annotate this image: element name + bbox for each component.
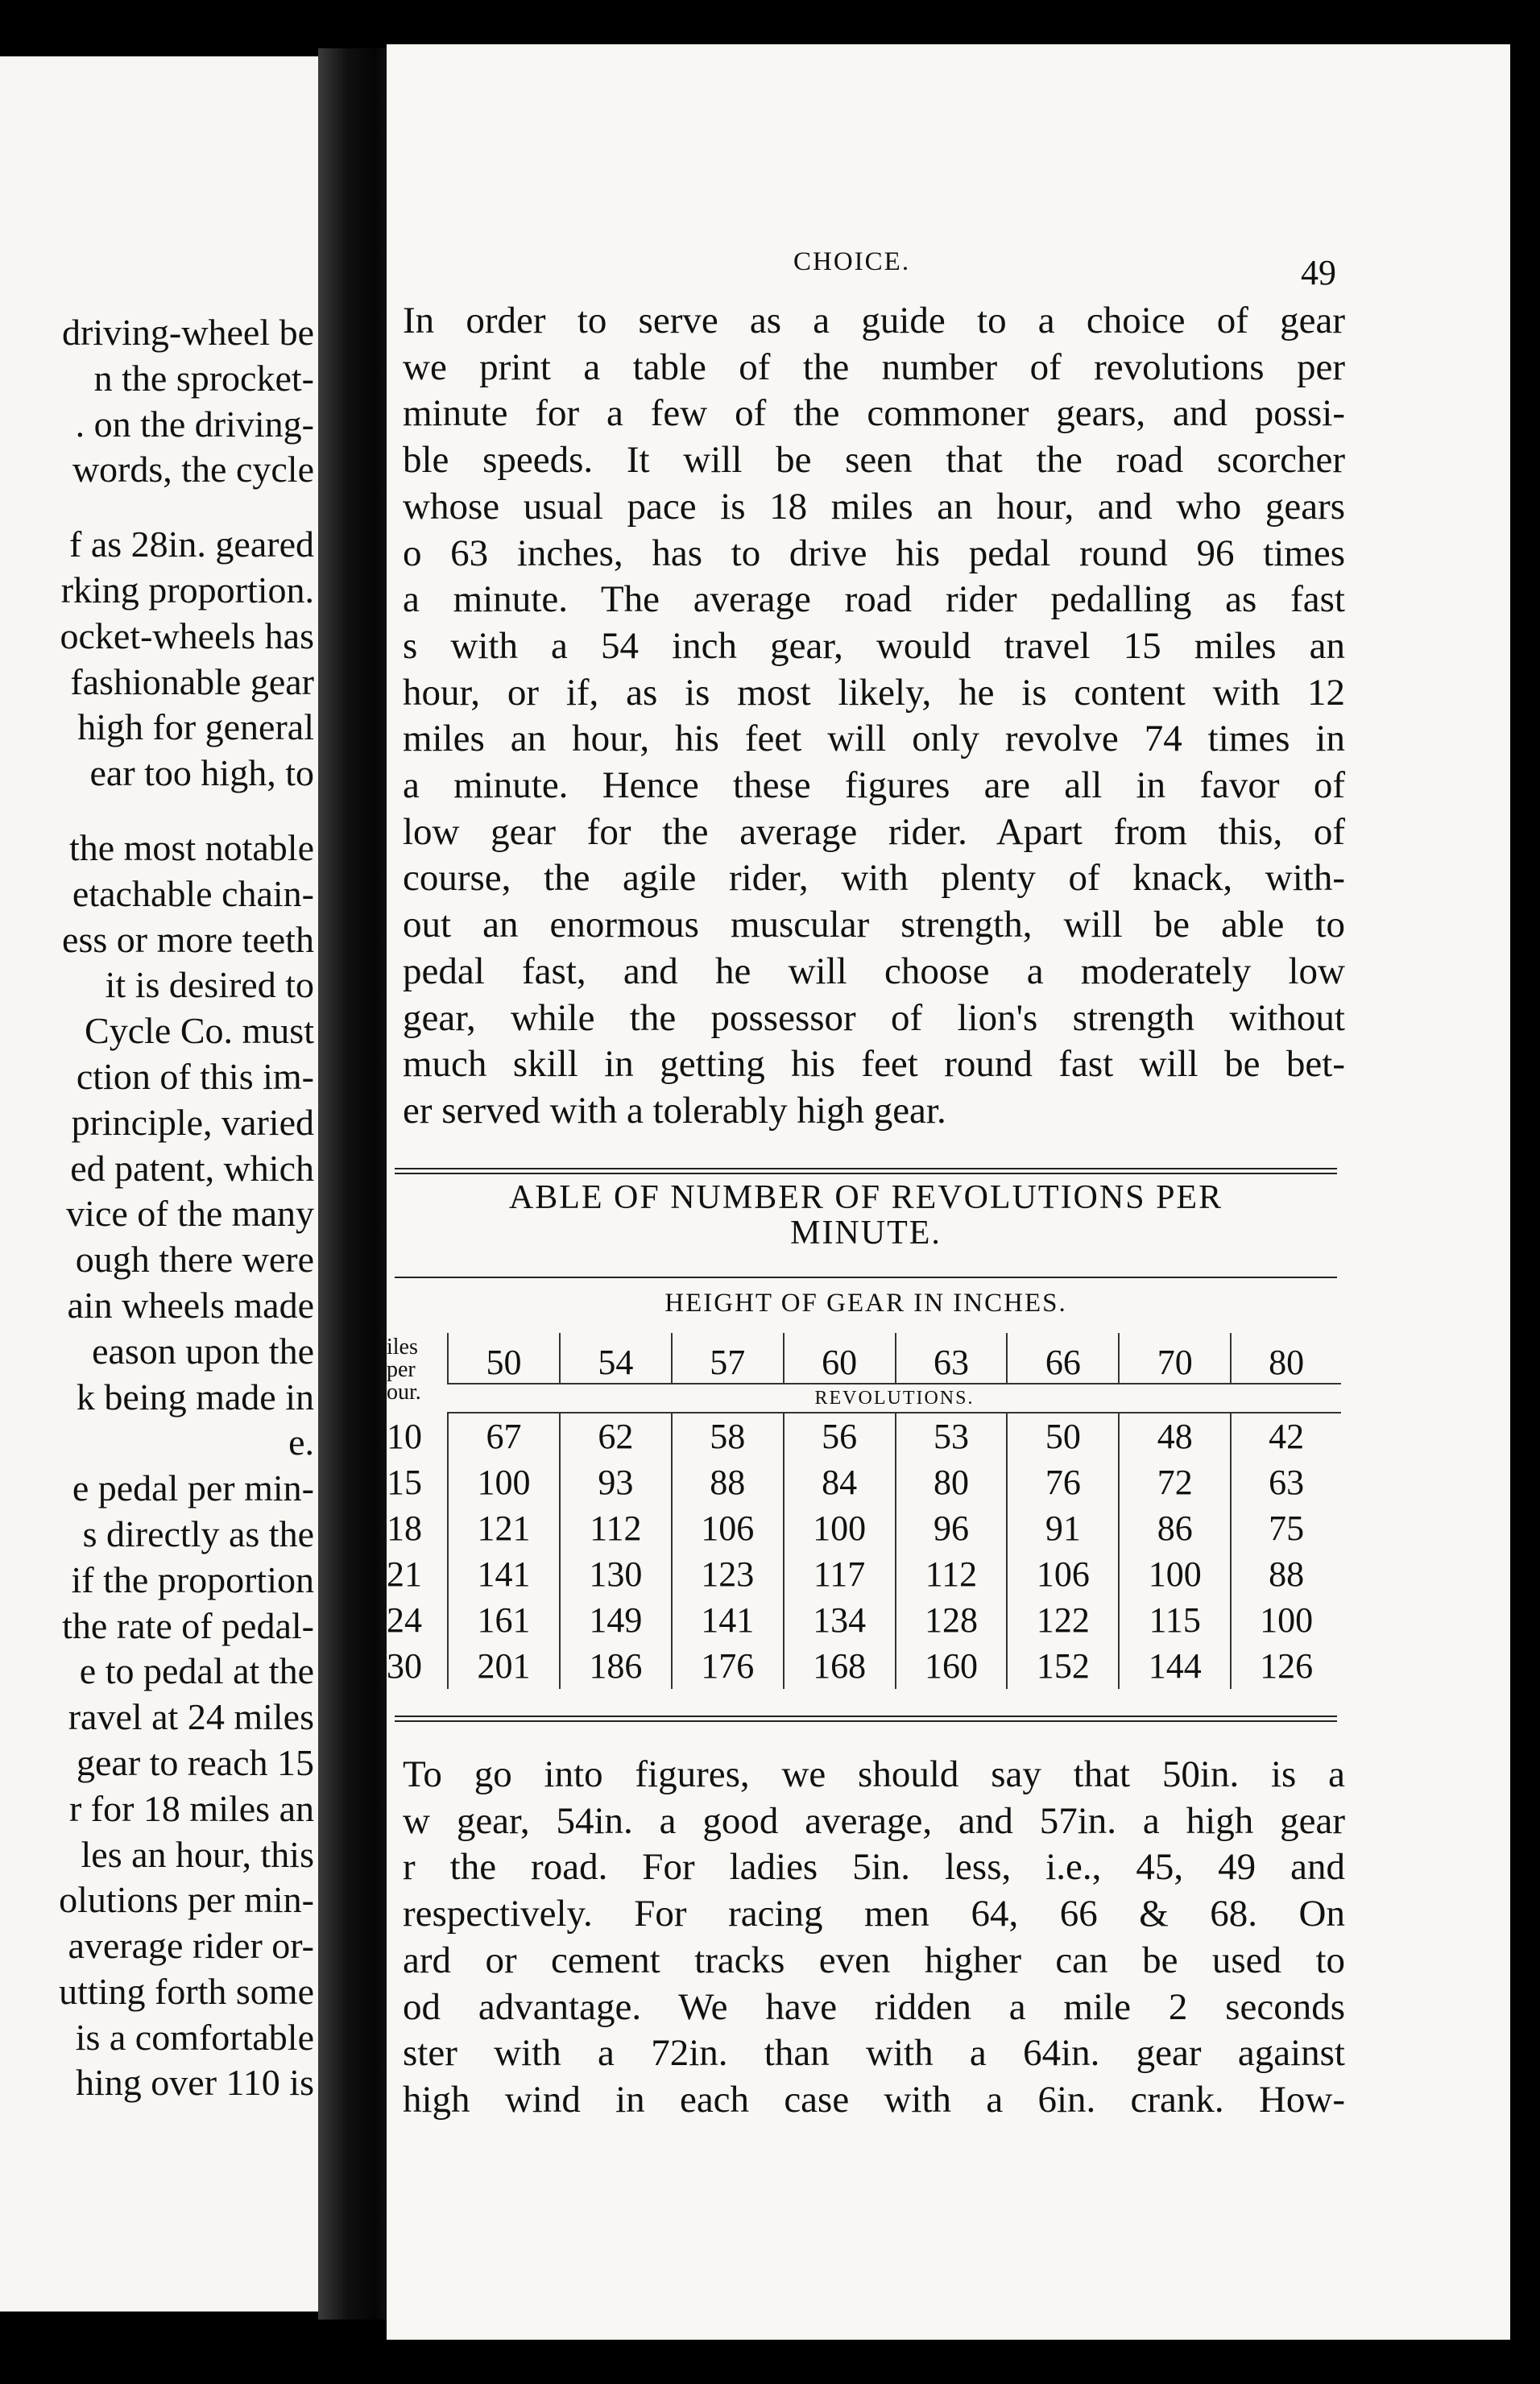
gear-header-cell: 57	[672, 1333, 784, 1384]
left-text-line: the rate of pedal-	[62, 1604, 314, 1646]
revolution-cell: 152	[1007, 1643, 1119, 1689]
left-text-line: eason upon the	[92, 1330, 314, 1372]
gear-header-row	[387, 1333, 1341, 1384]
text-line: minute for a few of the commoner gears, and possi-	[403, 392, 1345, 435]
table-top-rule-double	[395, 1173, 1337, 1174]
text-line: a minute. Hence these figures are all in favor of	[403, 764, 1345, 807]
text-line: out an enormous muscular strength, will be able to	[403, 904, 1345, 946]
revolution-cell: 122	[1007, 1597, 1119, 1643]
left-text-line: ed patent, which	[70, 1147, 314, 1189]
revolution-cell: 53	[896, 1413, 1008, 1459]
text-line: course, the agile rider, with plenty of knack, with-	[403, 857, 1345, 900]
text-line: ble speeds. It will be seen that the road scorcher	[403, 439, 1345, 482]
table-row	[387, 1551, 1341, 1597]
text-line: w gear, 54in. a good average, and 57in. a high gear	[403, 1799, 1345, 1842]
text-line: pedal fast, and he will choose a moderately low	[403, 950, 1345, 992]
revolution-cell: 144	[1119, 1643, 1231, 1689]
table-title-line2: MINUTE.	[790, 1215, 942, 1252]
paragraph-gap	[0, 797, 314, 826]
text-line: miles an hour, his feet will only revolve 74 times in	[403, 718, 1345, 760]
revolution-cell: 67	[448, 1413, 560, 1459]
table-title-rule	[395, 1277, 1337, 1278]
text-line: high wind in each case with a 6in. crank. How-	[403, 2078, 1345, 2121]
revolution-cell: 201	[448, 1643, 560, 1689]
left-text-line: driving-wheel be	[62, 312, 314, 353]
table-row	[387, 1413, 1341, 1459]
revolutions-subheading: REVOLUTIONS.	[448, 1384, 1341, 1413]
revolution-cell: 62	[560, 1413, 672, 1459]
left-text-line: if the proportion	[71, 1558, 314, 1600]
left-text-line: olutions per min-	[59, 1879, 314, 1921]
revolution-cell: 42	[1231, 1413, 1341, 1459]
text-line: low gear for the average rider. Apart from this, of	[403, 810, 1345, 853]
revolution-cell: 76	[1007, 1459, 1119, 1505]
left-text-line: the most notable	[68, 826, 314, 868]
table-title	[395, 1180, 1337, 1251]
revolutions-subheading-row	[387, 1384, 1341, 1413]
revolution-cell: 48	[1119, 1413, 1231, 1459]
text-line: od advantage. We have ridden a mile 2 seconds	[403, 1985, 1345, 2028]
left-text-line: ction of this im-	[76, 1055, 314, 1097]
mph-column-header: iles per our.	[387, 1335, 421, 1405]
table-title-line1: ABLE OF NUMBER OF REVOLUTIONS PER	[508, 1179, 1223, 1216]
mph-cell: 18	[387, 1509, 422, 1548]
left-text-line: ain wheels made	[67, 1284, 314, 1326]
table-row	[387, 1505, 1341, 1551]
table-body	[387, 1413, 1341, 1689]
mph-cell: 10	[387, 1416, 422, 1456]
gear-header-cell: 50	[448, 1333, 560, 1384]
text-line: hour, or if, as is most likely, he is content with 12	[403, 671, 1345, 714]
left-text-line: high for general	[77, 706, 314, 748]
revolution-cell: 123	[672, 1551, 784, 1597]
revolution-cell: 58	[672, 1413, 784, 1459]
table-row	[387, 1597, 1341, 1643]
mph-cell: 15	[387, 1463, 422, 1502]
revolution-cell: 117	[784, 1551, 896, 1597]
revolution-cell: 126	[1231, 1643, 1341, 1689]
page-number: 49	[1301, 253, 1336, 292]
text-line: ster with a 72in. than with a 64in. gear against	[403, 2032, 1345, 2075]
left-text-line: e pedal per min-	[72, 1467, 314, 1509]
revolution-cell: 176	[672, 1643, 784, 1689]
gear-heading: HEIGHT OF GEAR IN INCHES.	[664, 1289, 1067, 1318]
revolution-cell: 86	[1119, 1505, 1231, 1551]
revolution-cell: 100	[784, 1505, 896, 1551]
mph-cell: 30	[387, 1646, 422, 1686]
left-text-line: words, the cycle	[72, 449, 314, 490]
text-line: er served with a tolerably high gear.	[403, 1089, 946, 1132]
revolution-cell: 149	[560, 1597, 672, 1643]
left-text-line: hing over 110 is	[76, 2062, 314, 2104]
right-page	[387, 44, 1510, 2340]
revolution-cell: 93	[560, 1459, 672, 1505]
left-text-line: rking proportion.	[60, 569, 314, 610]
left-text-line: . on the driving-	[75, 403, 314, 445]
text-line: ard or cement tracks even higher can be used to	[403, 1939, 1345, 1981]
text-line: a minute. The average road rider pedalling as fast	[403, 578, 1345, 621]
revolution-cell: 96	[896, 1505, 1008, 1551]
revolution-cell: 106	[1007, 1551, 1119, 1597]
left-text-line: k being made in	[76, 1376, 314, 1418]
text-line: In order to serve as a guide to a choice of gear	[403, 300, 1345, 341]
revolution-cell: 112	[896, 1551, 1008, 1597]
text-line: r the road. For ladies 5in. less, i.e., 45, 49 and	[403, 1846, 1345, 1889]
revolution-cell: 72	[1119, 1459, 1231, 1505]
paragraph-figures	[403, 1752, 1345, 2124]
revolution-cell: 56	[784, 1413, 896, 1459]
revolution-cell: 186	[560, 1643, 672, 1689]
left-text-line: ravel at 24 miles	[68, 1696, 314, 1738]
revolution-cell: 141	[448, 1551, 560, 1597]
left-text-line: average rider or-	[68, 1925, 314, 1967]
left-text-line: les an hour, this	[81, 1833, 314, 1875]
gear-header-cell: 80	[1231, 1333, 1341, 1384]
revolution-cell: 80	[896, 1459, 1008, 1505]
left-text-line: n the sprocket-	[93, 357, 314, 399]
table-bottom-rule-double	[395, 1720, 1337, 1722]
table-top-rule	[395, 1168, 1337, 1169]
revolutions-table	[387, 1333, 1341, 1689]
gear-header-cell: 66	[1007, 1333, 1119, 1384]
revolution-cell: 100	[1119, 1551, 1231, 1597]
revolution-cell: 50	[1007, 1413, 1119, 1459]
revolution-cell: 130	[560, 1551, 672, 1597]
running-title: CHOICE.	[793, 247, 911, 276]
left-text-line: vice of the many	[66, 1193, 314, 1235]
revolution-cell: 121	[448, 1505, 560, 1551]
left-page-fragment	[0, 56, 334, 2312]
left-text-line: ess or more teeth	[62, 918, 314, 960]
left-page-text	[0, 310, 314, 2106]
text-line: To go into figures, we should say that 50in. is a	[403, 1753, 1345, 1795]
text-line: o 63 inches, has to drive his pedal round 96 times	[403, 532, 1345, 574]
left-text-line: fashionable gear	[70, 660, 314, 702]
left-text-line: e.	[288, 1422, 314, 1463]
revolution-cell: 168	[784, 1643, 896, 1689]
revolution-cell: 106	[672, 1505, 784, 1551]
gear-header-cell: 54	[560, 1333, 672, 1384]
table-row	[387, 1459, 1341, 1505]
gear-header-cell: 63	[896, 1333, 1008, 1384]
revolution-cell: 128	[896, 1597, 1008, 1643]
gear-header-cell: 60	[784, 1333, 896, 1384]
revolution-cell: 112	[560, 1505, 672, 1551]
left-text-line: f as 28in. geared	[69, 524, 314, 565]
left-text-line: utting forth some	[59, 1970, 314, 2012]
gear-header-cell: 70	[1119, 1333, 1231, 1384]
left-text-line: e to pedal at the	[79, 1650, 314, 1692]
text-line: s with a 54 inch gear, would travel 15 miles an	[403, 624, 1345, 667]
revolution-cell: 134	[784, 1597, 896, 1643]
revolution-cell: 91	[1007, 1505, 1119, 1551]
table-bottom-rule	[395, 1716, 1337, 1717]
revolution-cell: 160	[896, 1643, 1008, 1689]
left-text-line: Cycle Co. must	[85, 1010, 314, 1052]
left-text-line: ocket-wheels has	[60, 615, 314, 656]
paragraph-gear-choice	[403, 298, 1345, 1135]
left-text-line: it is desired to	[105, 964, 314, 1006]
revolution-cell: 115	[1119, 1597, 1231, 1643]
text-line: we print a table of the number of revolutions per	[403, 346, 1345, 388]
revolution-cell: 63	[1231, 1459, 1341, 1505]
left-text-line: s directly as the	[82, 1513, 314, 1554]
table-row	[387, 1643, 1341, 1689]
revolution-cell: 161	[448, 1597, 560, 1643]
mph-cell: 24	[387, 1600, 422, 1640]
left-text-line: etachable chain-	[72, 872, 314, 914]
revolution-cell: 84	[784, 1459, 896, 1505]
text-line: whose usual pace is 18 miles an hour, and who gears	[403, 485, 1345, 528]
text-line: respectively. For racing men 64, 66 & 68. On	[403, 1893, 1345, 1935]
mph-cell: 21	[387, 1554, 422, 1594]
text-line: much skill in getting his feet round fast will be bet-	[403, 1043, 1345, 1086]
revolution-cell: 100	[448, 1459, 560, 1505]
left-text-line: is a comfortable	[75, 2016, 314, 2058]
revolution-cell: 100	[1231, 1597, 1341, 1643]
text-line: gear, while the possessor of lion's strength without	[403, 996, 1345, 1039]
left-text-line: r for 18 miles an	[68, 1787, 314, 1829]
revolution-cell: 88	[672, 1459, 784, 1505]
paragraph-gap	[0, 493, 314, 522]
page-header	[387, 238, 1510, 302]
revolution-cell: 75	[1231, 1505, 1341, 1551]
left-text-line: gear to reach 15	[76, 1741, 314, 1783]
left-text-line: ough there were	[75, 1239, 314, 1281]
revolution-cell: 88	[1231, 1551, 1341, 1597]
revolution-cell: 141	[672, 1597, 784, 1643]
left-text-line: ear too high, to	[89, 752, 314, 794]
left-text-line: principle, varied	[71, 1101, 314, 1143]
